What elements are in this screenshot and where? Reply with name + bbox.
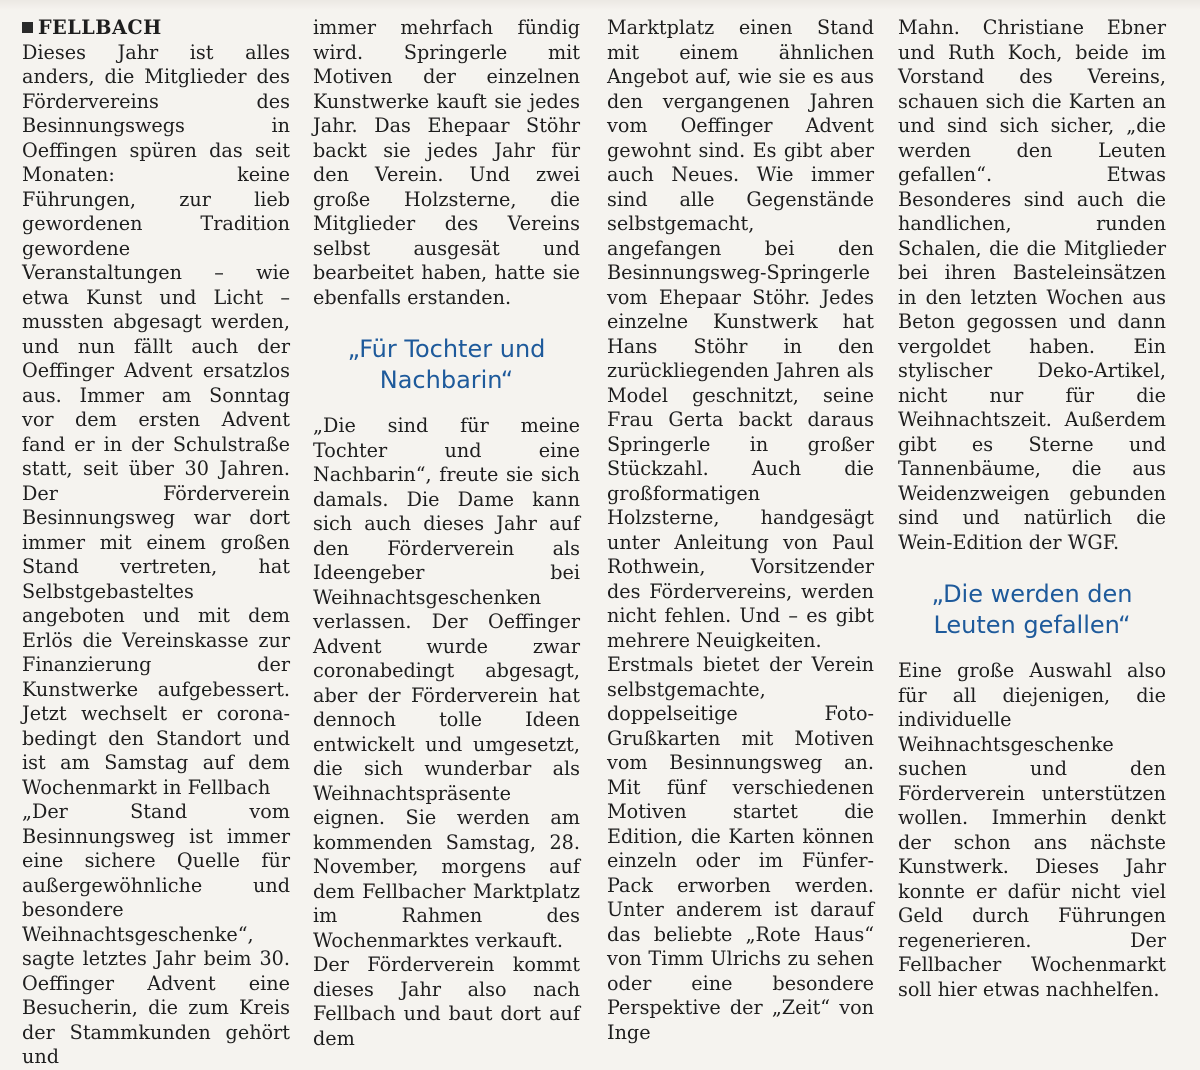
body-paragraph: Der Förderverein kommt dieses Jahr also nach Fellbach und baut dort auf dem xyxy=(313,953,580,1050)
bleed-through-strip xyxy=(0,0,1200,10)
body-paragraph: „Die sind für meine Tochter und eine Nachbarin“, freute sie sich damals. Die Dame kann sich auch dieses Jahr auf den Förderverein als Ideengeber bei Weihnachtsgeschenken verlassen. Der Oeffinger Advent wurde zwar coronabedingt abgesagt, aber der Förderverein hat dennoch tolle Ideen entwickelt und umgesetzt, die sich wunderbar als Weihnachtspräsente eignen. Sie werden am kommenden Samstag, 28. November, morgens auf dem Fellbacher Marktplatz im Rahmen des Wochenmarktes verkauft. xyxy=(313,414,580,952)
body-paragraph: Eine große Auswahl also für all diejenigen, die individuelle Weihnachtsgeschenke suchen und den Förderverein unterstützen wollen. Immerhin denkt der schon ans nächste Kunstwerk. Dieses Jahr konnte er dafür nicht viel Geld durch Führungen regenerieren. Der Fellbacher Wochenmarkt soll hier etwas nachhelfen. xyxy=(898,659,1166,1001)
body-paragraph: „Der Stand vom Besinnungsweg ist immer eine sichere Quelle für außergewöhnliche und besondere Weihnachtsgeschenke“, sagte letztes Jahr beim 30. Oeffinger Advent eine Besucherin, die zum Kreis der Stammkunden gehört und xyxy=(22,800,290,1068)
article-column-1 xyxy=(22,16,290,1070)
subheading-leuten-gefallen: „Die werden den Leuten gefallen“ xyxy=(931,580,1133,639)
subheading-tochter-nachbarin: „Für Tochter und Nachbarin“ xyxy=(347,335,546,394)
article-column-4 xyxy=(898,16,1166,1002)
body-paragraph: immer mehrfach fündig wird. Springerle mit Motiven der einzelnen Kunstwerke kauft sie jedes Jahr. Das Ehepaar Stöhr backt sie jedes Jahr für den Verein. Und zwei große Holzsterne, die Mitglieder des Vereins selbst ausgesät und bearbeitet haben, hatte sie ebenfalls erstanden. xyxy=(313,16,580,309)
body-paragraph: Dieses Jahr ist alles anders, die Mitglieder des Fördervereins des Besinnungswegs in Oeffingen spüren das seit Monaten: keine Führungen, zur lieb gewordenen Tradition gewordene Veranstaltungen – wie etwa Kunst und Licht – mussten abgesagt werden, und nun fällt auch der Oeffinger Advent ersatzlos aus. Immer am Sonntag vor dem ersten Advent fand er in der Schulstraße statt, seit über 30 Jahren. Der Förderverein Besinnungsweg war dort immer mit einem großen Stand vertreten, hat Selbstgebasteltes angeboten und mit dem Erlös die Vereinskasse zur Finanzierung der Kunstwerke aufgebessert. Jetzt wechselt er corona-bedingt den Standort und ist am Samstag auf dem Wochenmarkt in Fellbach xyxy=(22,40,290,799)
body-paragraph: Mahn. Christiane Ebner und Ruth Koch, beide im Vorstand des Vereins, schauen sich die Karten an und sind sich sicher, „die werden den Leuten gefallen“. Etwas Besonderes sind auch die handlichen, runden Schalen, die die Mitglieder bei ihren Basteleinsätzen in den letzten Wochen aus Beton gegossen und dann vergoldet haben. Ein stylischer Deko-Artikel, nicht nur für die Weihnachtszeit. Außerdem gibt es Sterne und Tannenbäume, die aus Weidenzweigen gebunden sind und natürlich die Wein-Edition der WGF. xyxy=(898,16,1166,554)
body-paragraph: Marktplatz einen Stand mit einem ähnlichen Angebot auf, wie sie es aus den vergangenen Jahren vom Oeffinger Advent gewohnt sind. Es gibt aber auch Neues. Wie immer sind alle Gegenstände selbstgemacht, angefangen bei den Besinnungsweg-Springerle vom Ehepaar Stöhr. Jedes einzelne Kunstwerk hat Hans Stöhr in den zurückliegenden Jahren als Model geschnitzt, seine Frau Gerta backt daraus Springerle in großer Stückzahl. Auch die großformatigen Holzsterne, handgesägt unter Anleitung von Paul Rothwein, Vorsitzender des Fördervereins, werden nicht fehlen. Und – es gibt mehrere Neuigkeiten. xyxy=(607,16,874,652)
article-column-3 xyxy=(607,16,874,1045)
dateline-square-icon xyxy=(22,22,33,33)
dateline-paragraph xyxy=(22,16,290,41)
dateline: FELLBACH xyxy=(38,16,162,39)
body-paragraph: Erstmals bietet der Verein selbstgemachte, doppelseitige Foto-Grußkarten mit Motiven vom Besinnungsweg an. Mit fünf verschiedenen Motiven startet die Edition, die Karten können einzeln oder im Fünfer-Pack erworben werden. Unter anderem ist darauf das beliebte „Rote Haus“ von Timm Ulrichs zu sehen oder eine besondere Perspektive der „Zeit“ von Inge xyxy=(607,653,874,1044)
article-column-2 xyxy=(313,16,580,1051)
